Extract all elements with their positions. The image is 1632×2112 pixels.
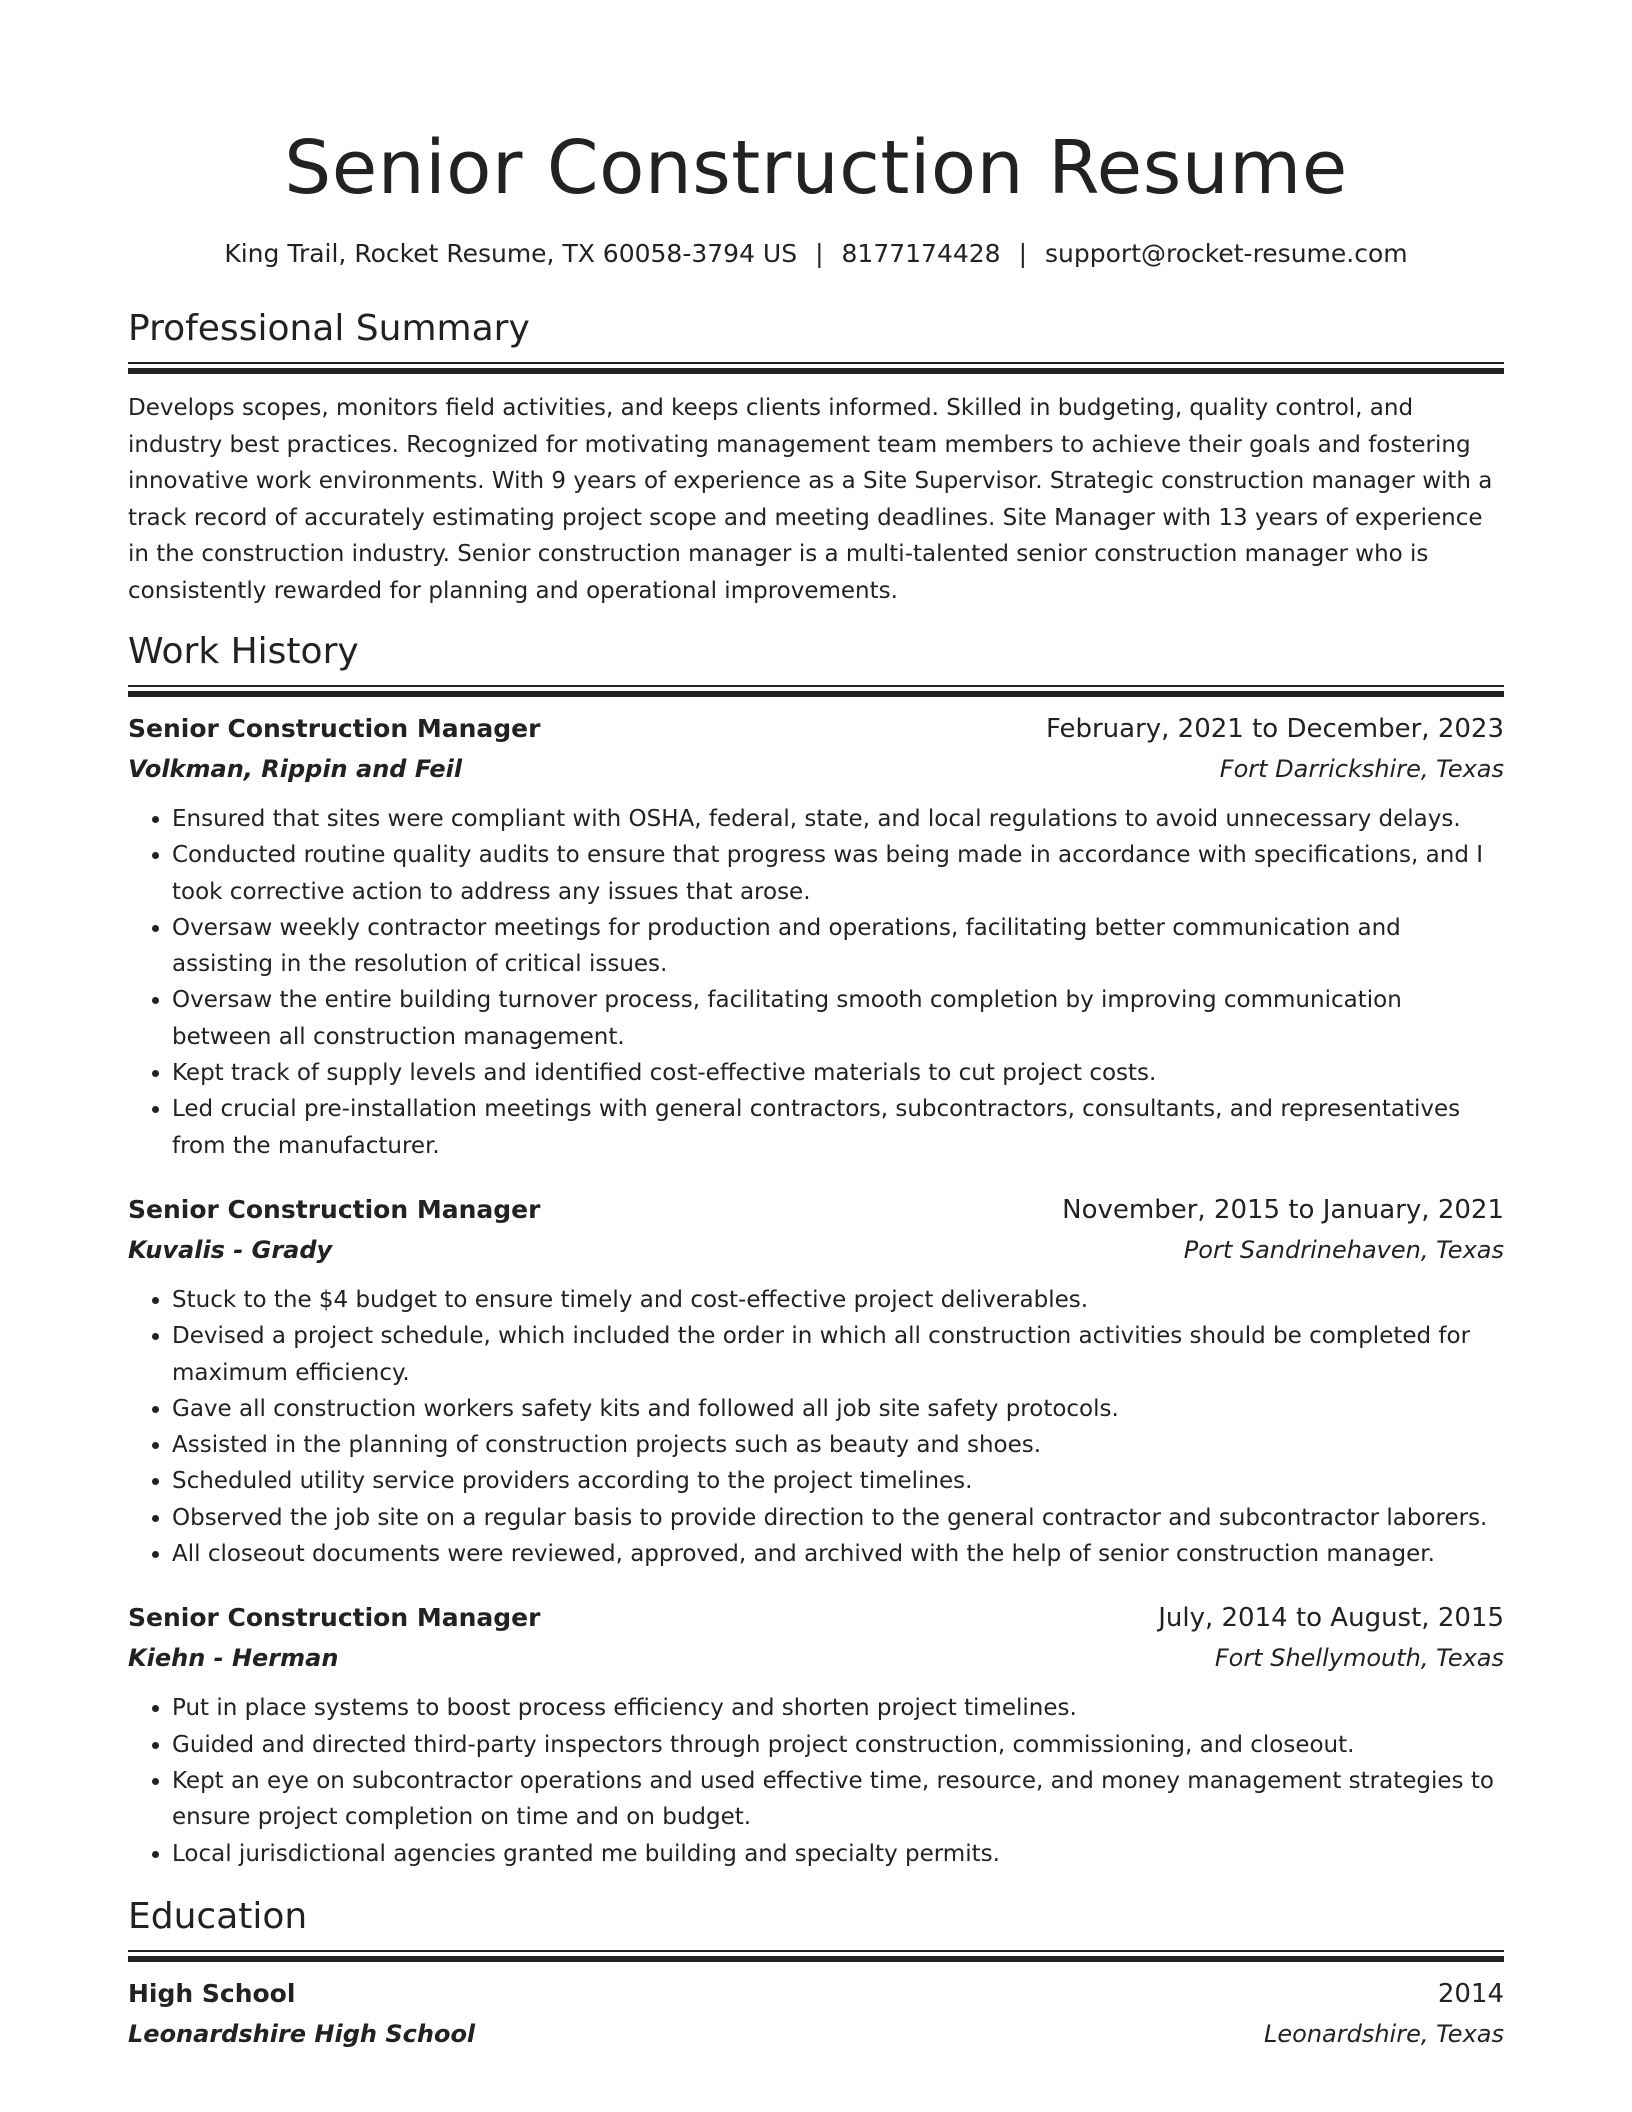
list-item: • Stuck to the $4 budget to ensure timely and cost-effective project deliverables. [172,1282,1504,1318]
job-location: Fort Darrickshire, Texas [1219,755,1504,783]
job-dates: February, 2021 to December, 2023 [1045,714,1504,744]
list-item: • Oversaw the entire building turnover process, facilitating smooth completion by improving communication between all construction management. [172,982,1504,1055]
job-location: Port Sandrinehaven, Texas [1183,1235,1504,1264]
contact-email: support@rocket-resume.com [1045,239,1408,268]
job-bullets [128,1282,1504,1572]
list-item: • All closeout documents were reviewed, approved, and archived with the help of senior construction manager. [172,1536,1504,1572]
list-item: • Guided and directed third-party inspectors through project construction, commissioning, and closeout. [172,1727,1504,1763]
list-item: • Devised a project schedule, which included the order in which all construction activities should be completed for maximum efficiency. [172,1318,1504,1391]
section-divider [128,362,1504,374]
list-item: • Gave all construction workers safety kits and followed all job site safety protocols. [172,1391,1504,1427]
school-location: Leonardshire, Texas [1264,2019,1504,2048]
job-location: Fort Shellymouth, Texas [1214,1644,1504,1673]
work-history-section [128,629,1504,1872]
section-divider [128,1950,1504,1962]
list-item: • Scheduled utility service providers according to the project timelines. [172,1463,1504,1499]
contact-address: King Trail, Rocket Resume, TX 60058-3794 US [224,239,798,268]
list-item: • Ensured that sites were compliant with OSHA, federal, state, and local regulations to avoid unnecessary delays. [172,801,1504,837]
job-title: Senior Construction Manager [128,1603,541,1633]
job-title: Senior Construction Manager [128,714,541,743]
contact-separator: | [1018,239,1028,268]
job-bullets [128,801,1504,1164]
job-title: Senior Construction Manager [128,1194,541,1224]
company-name: Volkman, Rippin and Feil [128,755,463,783]
section-divider [128,685,1504,697]
resume-title: Senior Construction Resume [284,125,1348,211]
degree: High School [128,1978,296,2008]
list-item: • Observed the job site on a regular basis to provide direction to the general contractor and subcontractor laborers. [172,1500,1504,1536]
section-heading: Professional Summary [128,308,530,349]
job-entry [128,1598,1504,1871]
list-item: • Led crucial pre-installation meetings with general contractors, subcontractors, consultants, and representatives from the manufacturer. [172,1091,1504,1164]
job-entry [128,709,1504,1164]
job-bullets [128,1690,1504,1871]
list-item: • Kept track of supply levels and identified cost-effective materials to cut project costs. [172,1055,1504,1091]
list-item: • Oversaw weekly contractor meetings for production and operations, facilitating better communication and assisting in the resolution of critical issues. [172,910,1504,983]
list-item: • Kept an eye on subcontractor operations and used effective time, resource, and money management strategies to ensure project completion on time and on budget. [172,1763,1504,1836]
education-section [128,1894,1504,2054]
company-name: Kiehn - Herman [128,1644,339,1673]
list-item: • Put in place systems to boost process efficiency and shorten project timelines. [172,1690,1504,1726]
summary-text: Develops scopes, monitors field activities, and keeps clients informed. Skilled in budgeting, quality control, and industry best practices. Recognized for motivating management team members to achieve their goals and fostering innovative work environments. With 9 years of experience as a Site Supervisor. Strategic construction manager with a track record of accurately estimating project scope and meeting deadlines. Site Manager with 13 years of experience in the construction industry. Senior construction manager is a multi-talented senior construction manager who is consistently rewarded for planning and operational improvements. [128,395,1493,604]
job-dates: November, 2015 to January, 2021 [1062,1194,1504,1225]
contact-line [128,236,1504,272]
list-item: • Conducted routine quality audits to ensure that progress was being made in accordance with specifications, and I took corrective action to address any issues that arose. [172,837,1504,910]
contact-phone: 8177174428 [841,239,1001,268]
job-dates: July, 2014 to August, 2015 [1158,1603,1504,1634]
section-heading: Work History [128,631,359,672]
job-entry [128,1190,1504,1572]
education-entry [128,1974,1504,2054]
professional-summary-section [128,306,1504,609]
list-item: • Assisted in the planning of construction projects such as beauty and shoes. [172,1427,1504,1463]
list-item: • Local jurisdictional agencies granted me building and specialty permits. [172,1836,1504,1872]
graduation-year: 2014 [1437,1978,1504,2009]
section-heading: Education [128,1895,308,1937]
contact-separator: | [815,239,824,268]
school-name: Leonardshire High School [128,2019,476,2048]
company-name: Kuvalis - Grady [128,1235,333,1264]
